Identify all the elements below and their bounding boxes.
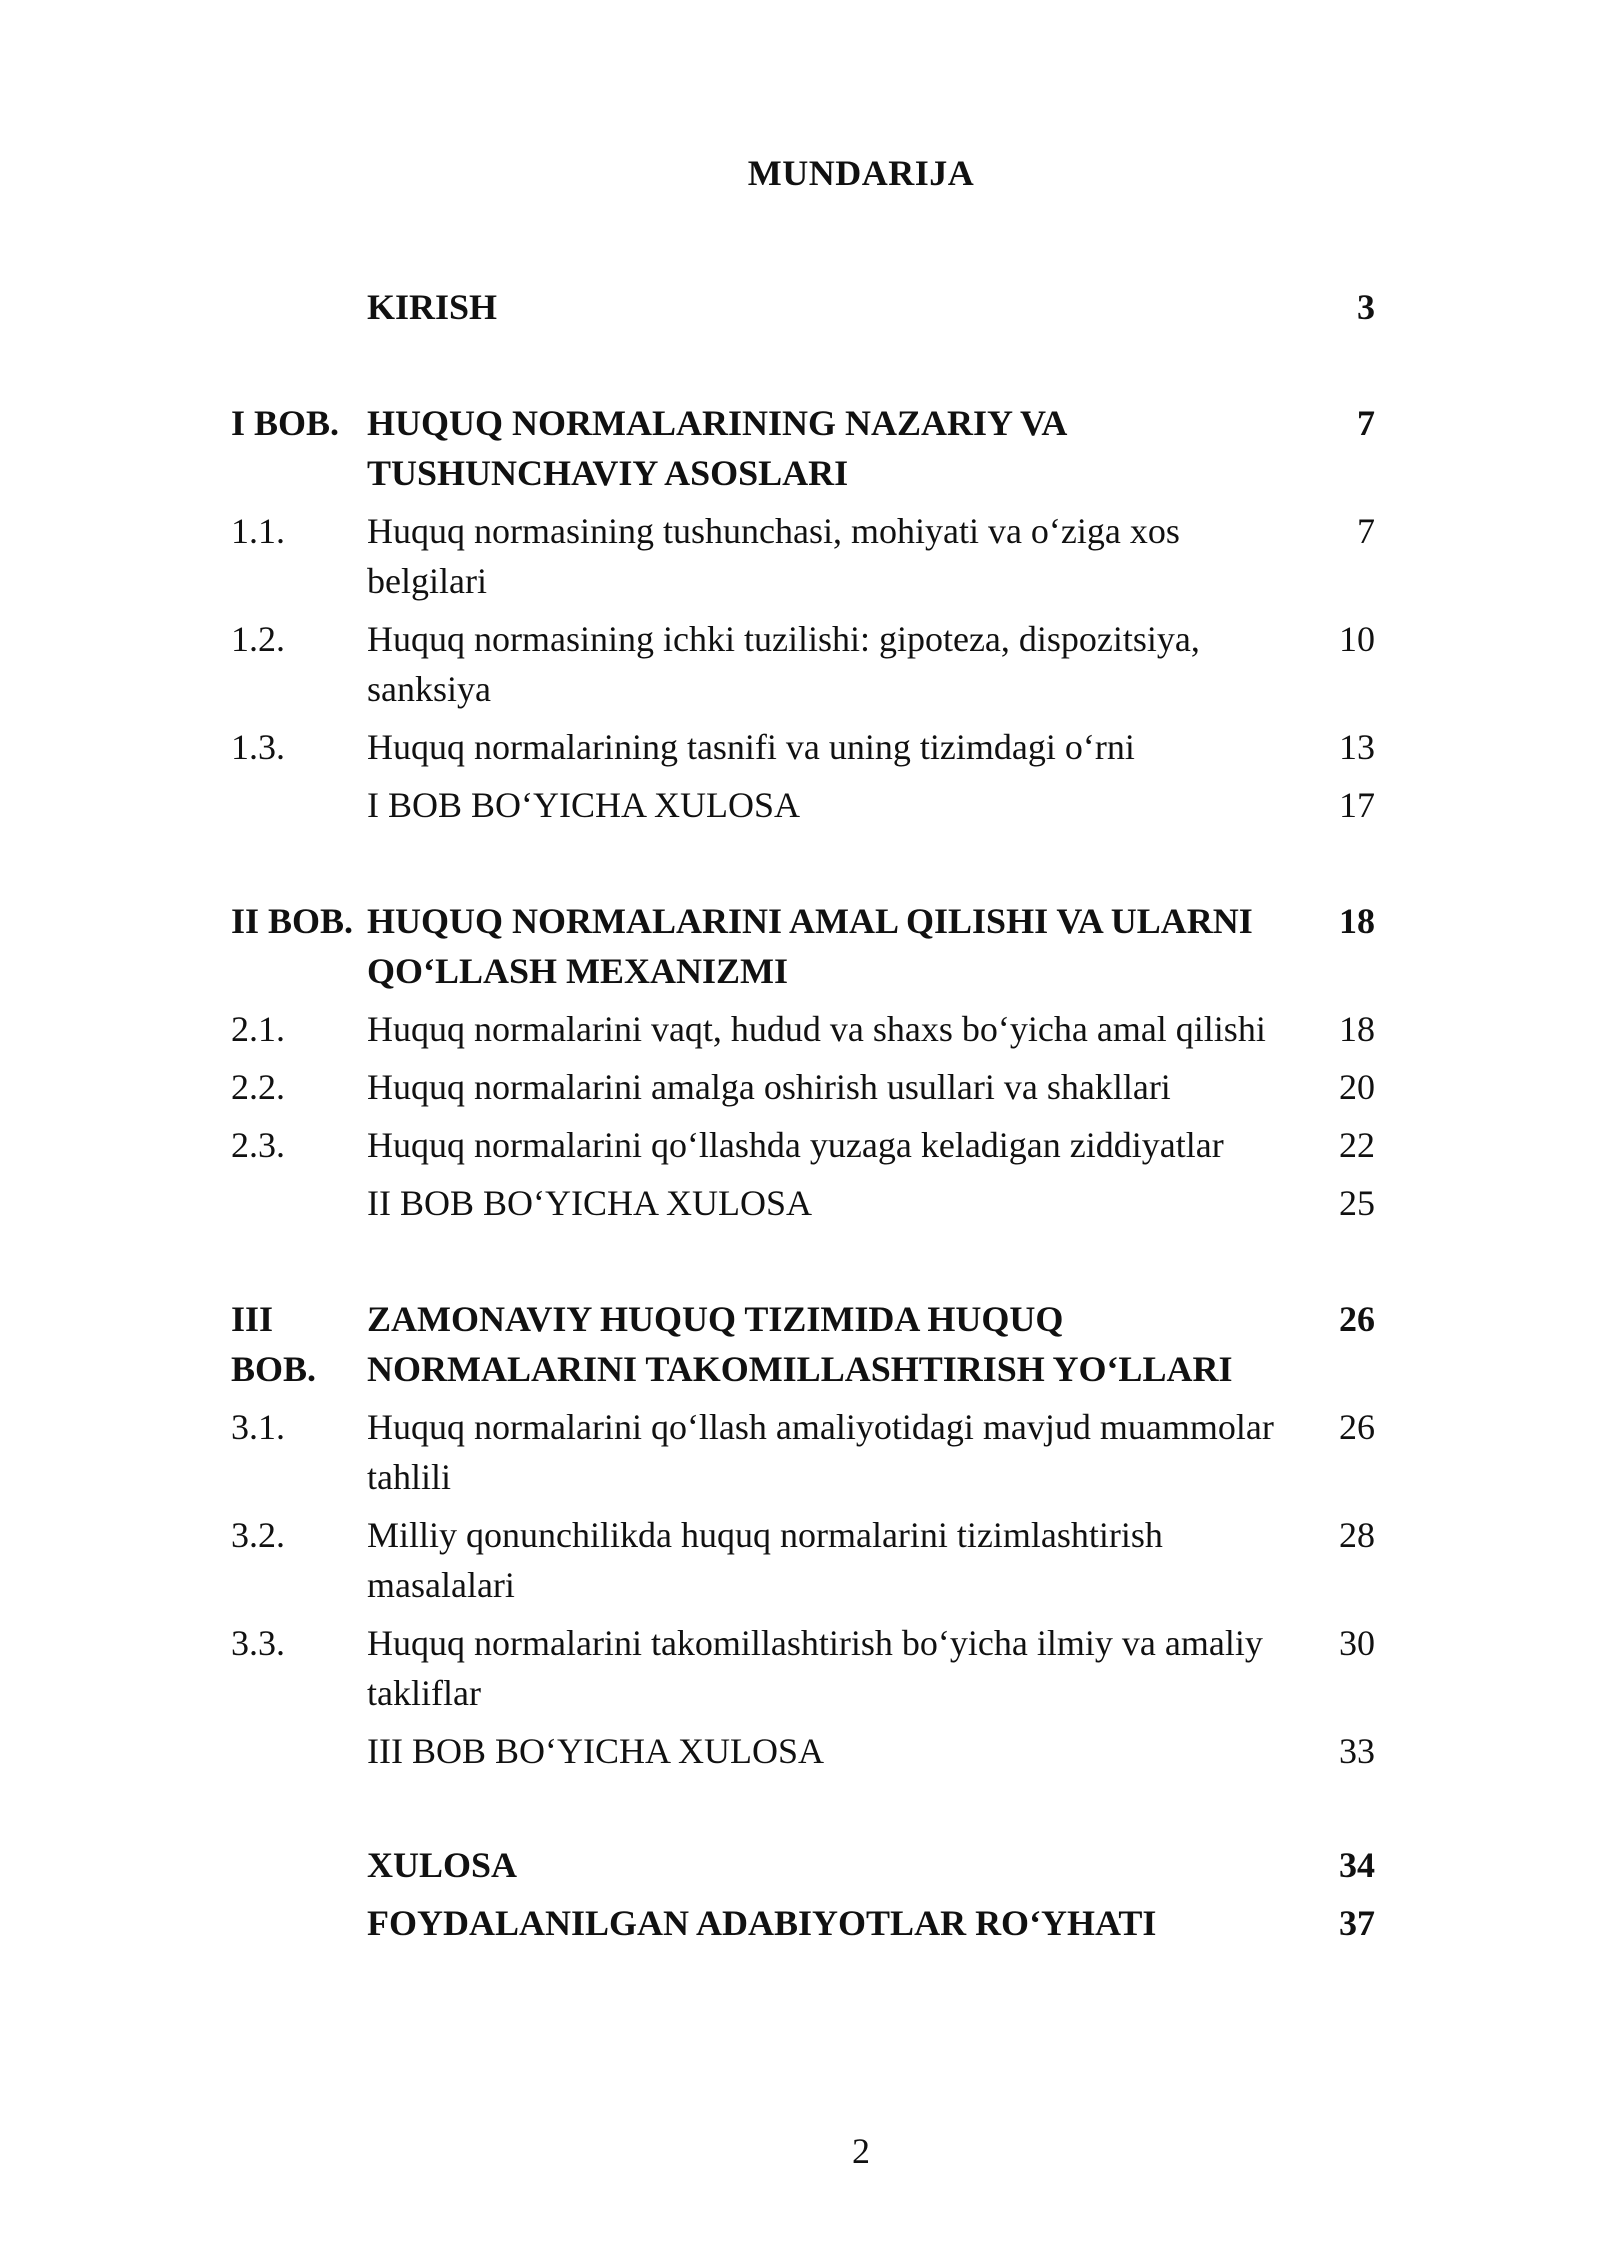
toc-section-1-1: [231, 506, 1375, 606]
page-title: MUNDARIJA: [747, 153, 975, 193]
toc-entry-intro: [231, 282, 1375, 332]
toc-section-3-1: [231, 1402, 1375, 1502]
toc-section-title: Huquq normalarini takomillashtirish bo‘yicha ilmiy va amaliy takliflar: [367, 1623, 1263, 1713]
toc-section-number: 1.2.: [231, 619, 285, 659]
toc-section-title: I BOB BO‘YICHA XULOSA: [367, 785, 801, 825]
toc-section-1-3: [231, 722, 1375, 772]
toc-chapter-1-conclusion: [231, 780, 1375, 830]
toc-chapter-number: III BOB.: [231, 1299, 317, 1389]
toc-chapter-number: I BOB.: [231, 403, 340, 443]
toc-section-title: Huquq normalarini amalga oshirish usullari va shakllari: [367, 1067, 1171, 1107]
toc-section-page: 10: [1339, 619, 1375, 659]
toc-entry-page: 34: [1339, 1845, 1375, 1885]
toc-section-title: Huquq normalarini qo‘llashda yuzaga keladigan ziddiyatlar: [367, 1125, 1224, 1165]
toc-chapter-2: [231, 896, 1375, 996]
toc-entry-title: KIRISH: [367, 287, 498, 327]
toc-section-2-3: [231, 1120, 1375, 1170]
toc-section-number: 2.3.: [231, 1125, 285, 1165]
toc-section-title: Huquq normalarini qo‘llash amaliyotidagi mavjud muammolar tahlili: [367, 1407, 1274, 1497]
toc-section-title: Huquq normasining ichki tuzilishi: gipoteza, dispozitsiya, sanksiya: [367, 619, 1200, 709]
toc-section-title: III BOB BO‘YICHA XULOSA: [367, 1731, 824, 1771]
toc-section-page: 20: [1339, 1067, 1375, 1107]
toc-section-number: 2.2.: [231, 1067, 285, 1107]
toc-section-number: 3.1.: [231, 1407, 285, 1447]
toc-chapter-2-conclusion: [231, 1178, 1375, 1228]
toc-chapter-title: ZAMONAVIY HUQUQ TIZIMIDA HUQUQ NORMALARINI TAKOMILLASHTIRISH YO‘LLARI: [367, 1299, 1233, 1389]
toc-chapter-page: 18: [1339, 901, 1375, 941]
toc-section-title: II BOB BO‘YICHA XULOSA: [367, 1183, 813, 1223]
toc-section-2-2: [231, 1062, 1375, 1112]
toc-entry-bibliography: [231, 1898, 1375, 1948]
page-number: 2: [852, 2131, 870, 2171]
toc-section-title: Huquq normalarini vaqt, hudud va shaxs bo‘yicha amal qilishi: [367, 1009, 1266, 1049]
toc-entry-conclusion: [231, 1840, 1375, 1890]
table-of-contents: [231, 282, 1375, 1948]
toc-section-page: 17: [1339, 785, 1375, 825]
toc-section-number: 1.1.: [231, 511, 285, 551]
toc-section-page: 22: [1339, 1125, 1375, 1165]
toc-chapter-title: HUQUQ NORMALARINI AMAL QILISHI VA ULARNI QO‘LLASH MEXANIZMI: [367, 901, 1253, 991]
toc-section-number: 2.1.: [231, 1009, 285, 1049]
toc-section-number: [231, 1726, 367, 1776]
toc-entry-number: [231, 1898, 367, 1948]
toc-section-page: 7: [1357, 511, 1375, 551]
toc-section-3-2: [231, 1510, 1375, 1610]
toc-section-page: 13: [1339, 727, 1375, 767]
toc-section-title: Huquq normasining tushunchasi, mohiyati va o‘ziga xos belgilari: [367, 511, 1180, 601]
toc-chapter-3: [231, 1294, 1375, 1394]
toc-section-title: Huquq normalarining tasnifi va uning tizimdagi o‘rni: [367, 727, 1135, 767]
toc-entry-page: 37: [1339, 1903, 1375, 1943]
toc-section-page: 18: [1339, 1009, 1375, 1049]
toc-section-1-2: [231, 614, 1375, 714]
toc-section-number: [231, 780, 367, 830]
toc-section-page: 28: [1339, 1515, 1375, 1555]
toc-chapter-page: 26: [1339, 1299, 1375, 1339]
toc-section-title: Milliy qonunchilikda huquq normalarini tizimlashtirish masalalari: [367, 1515, 1163, 1605]
toc-entry-title: XULOSA: [367, 1845, 518, 1885]
toc-chapter-3-conclusion: [231, 1726, 1375, 1776]
toc-chapter-1: [231, 398, 1375, 498]
toc-section-page: 26: [1339, 1407, 1375, 1447]
toc-chapter-page: 7: [1357, 403, 1375, 443]
toc-section-number: 1.3.: [231, 727, 285, 767]
toc-section-page: 33: [1339, 1731, 1375, 1771]
toc-section-3-3: [231, 1618, 1375, 1718]
toc-section-number: 3.3.: [231, 1623, 285, 1663]
toc-section-page: 25: [1339, 1183, 1375, 1223]
toc-section-2-1: [231, 1004, 1375, 1054]
toc-entry-page: 3: [1357, 287, 1375, 327]
toc-entry-title: FOYDALANILGAN ADABIYOTLAR RO‘YHATI: [367, 1903, 1157, 1943]
toc-chapter-title: HUQUQ NORMALARINING NAZARIY VA TUSHUNCHAVIY ASOSLARI: [367, 403, 1066, 493]
toc-chapter-number: II BOB.: [231, 901, 354, 941]
toc-section-page: 30: [1339, 1623, 1375, 1663]
toc-entry-number: [231, 1840, 367, 1890]
toc-section-number: 3.2.: [231, 1515, 285, 1555]
toc-section-number: [231, 1178, 367, 1228]
toc-entry-number: [231, 282, 367, 332]
